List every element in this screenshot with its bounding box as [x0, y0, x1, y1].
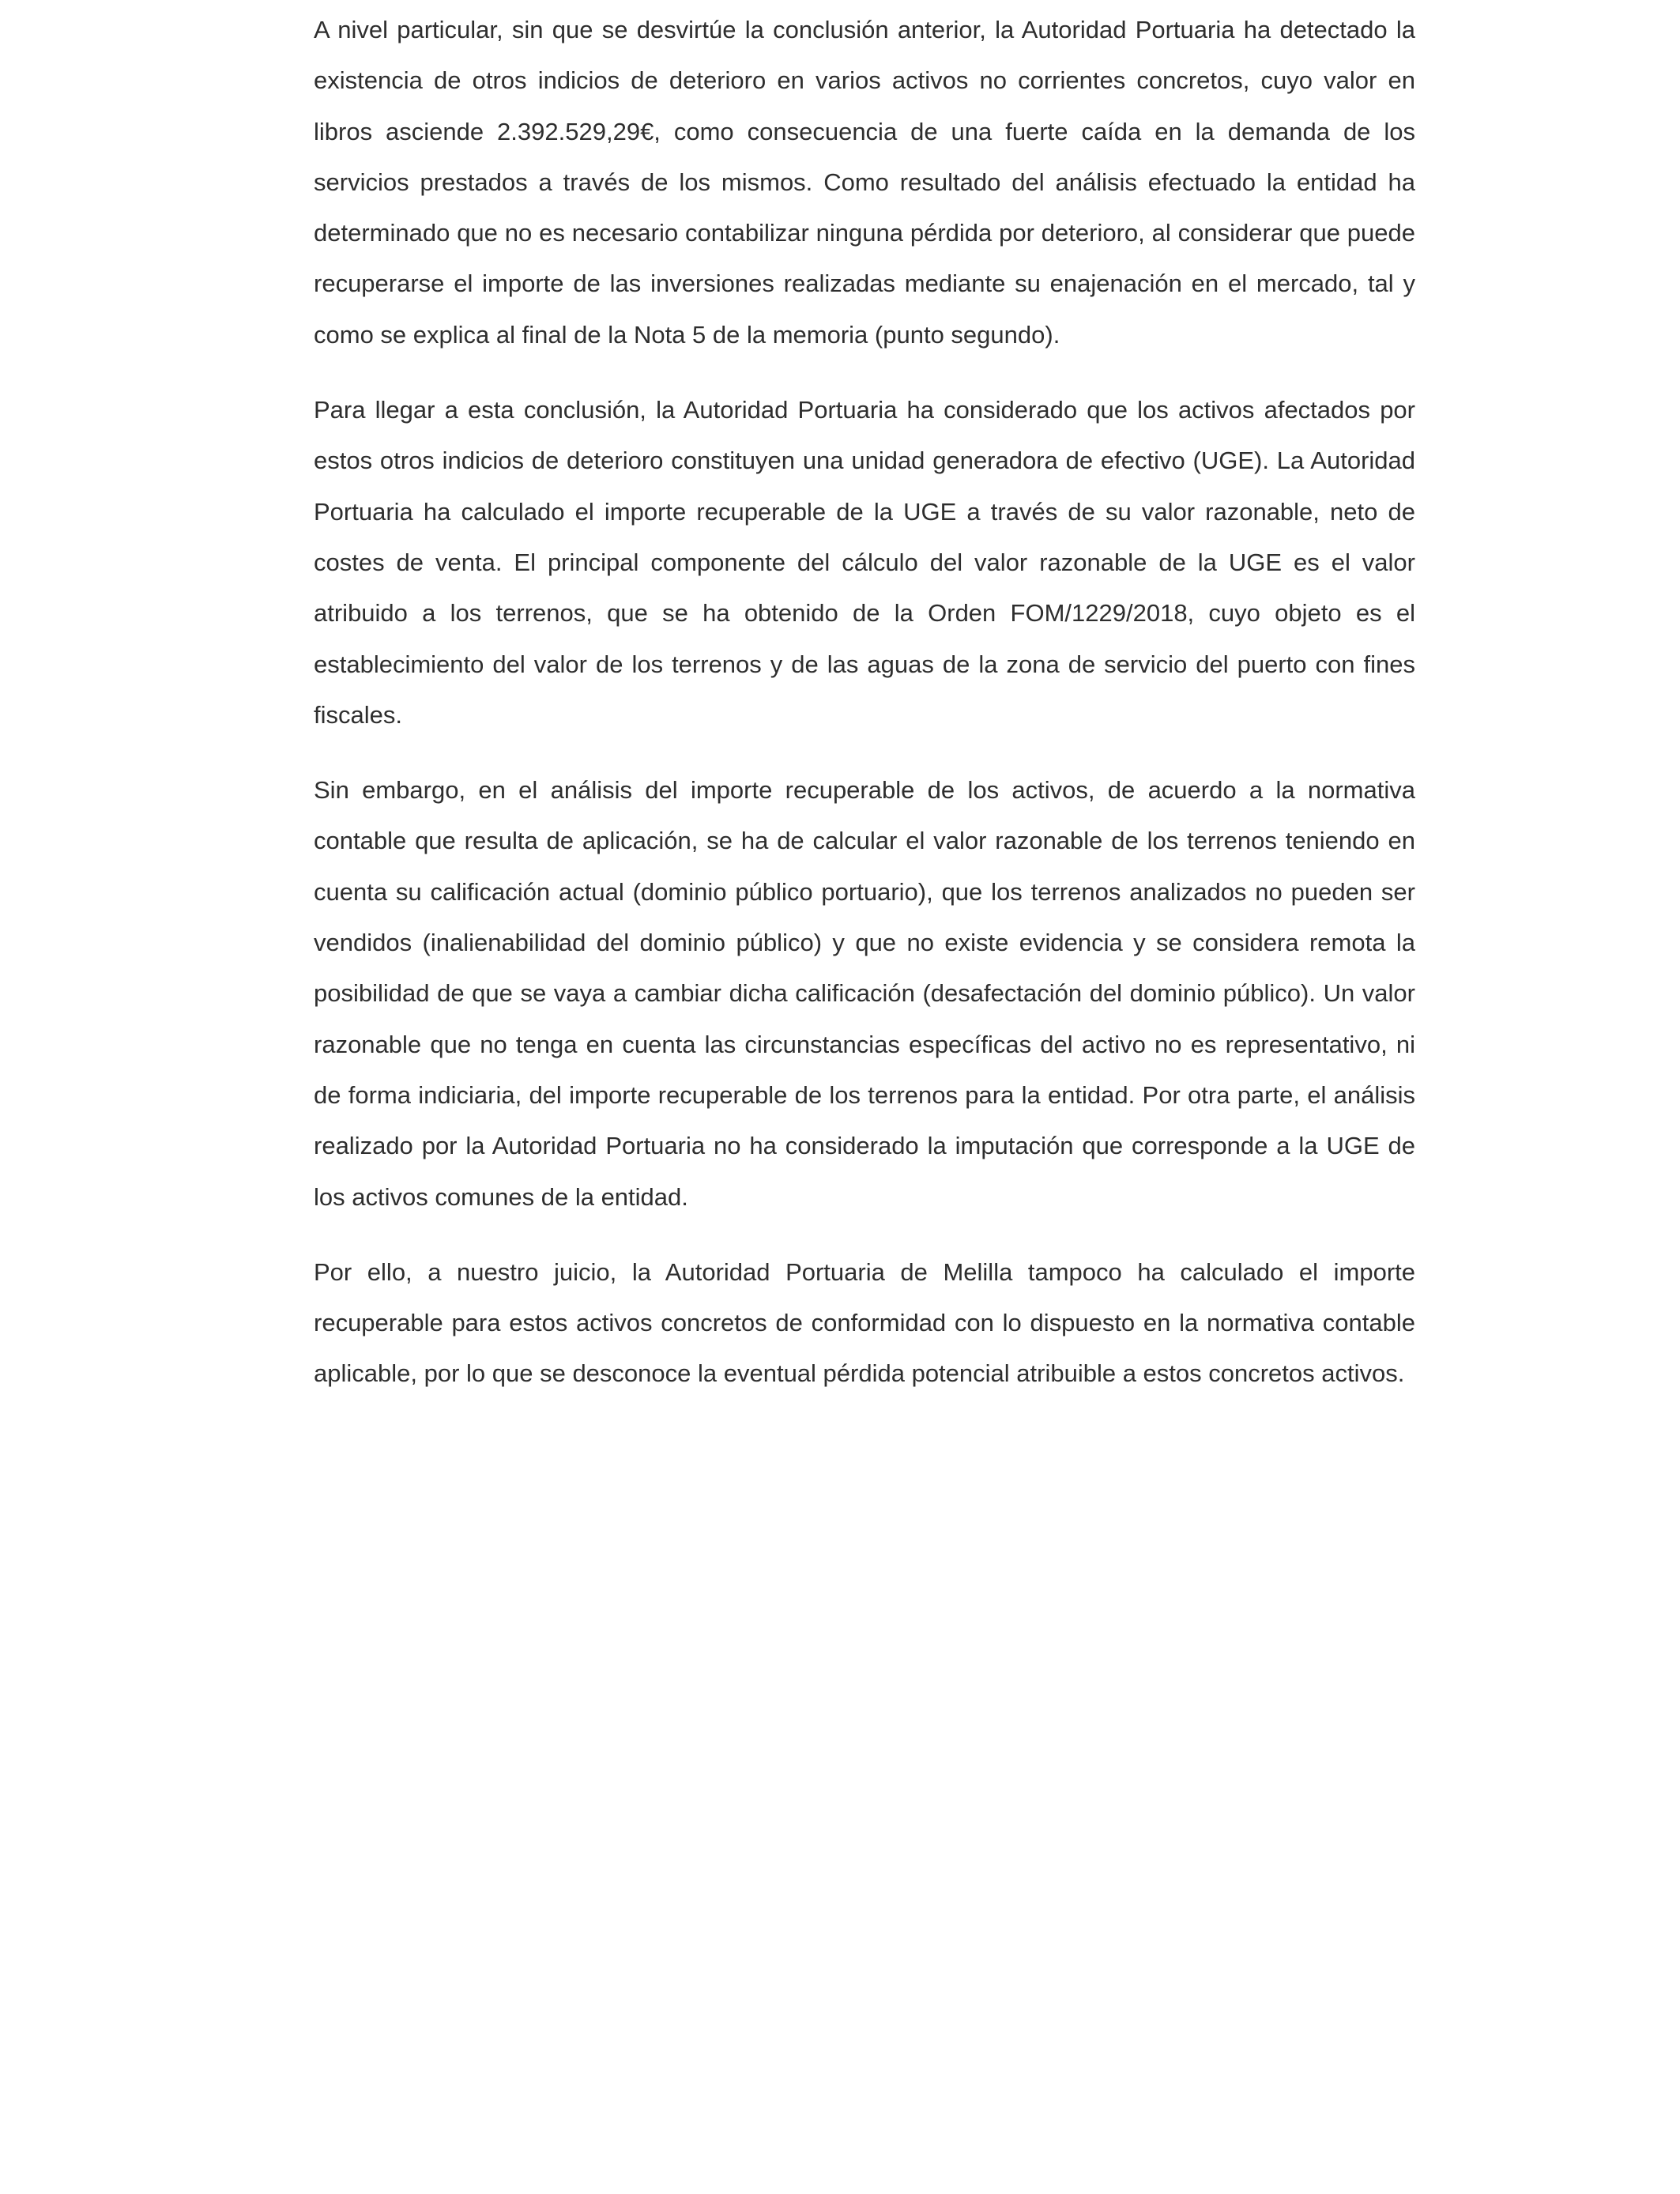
- paragraph-2: Para llegar a esta conclusión, la Autoridad Portuaria ha considerado que los activos afectados por estos otros indicios de deterioro constituyen una unidad generadora de efectivo (UGE). La Autoridad Portuaria ha calculado el importe recuperable de la UGE a través de su valor razonable, neto de costes de venta. El principal componente del cálculo del valor razonable de la UGE es el valor atribuido a los terrenos, que se ha obtenido de la Orden FOM/1229/2018, cuyo objeto es el establecimiento del valor de los terrenos y de las aguas de la zona de servicio del puerto con fines fiscales.: [314, 396, 1415, 729]
- paragraph-1: A nivel particular, sin que se desvirtúe la conclusión anterior, la Autoridad Portuaria ha detectado la existencia de otros indicios de deterioro en varios activos no corrientes concretos, cuyo valor en libros asciende 2.392.529,29€, como consecuencia de una fuerte caída en la demanda de los servicios prestados a través de los mismos. Como resultado del análisis efectuado la entidad ha determinado que no es necesario contabilizar ninguna pérdida por deterioro, al considerar que puede recuperarse el importe de las inversiones realizadas mediante su enajenación en el mercado, tal y como se explica al final de la Nota 5 de la memoria (punto segundo).: [314, 16, 1415, 349]
- paragraph-4: Por ello, a nuestro juicio, la Autoridad Portuaria de Melilla tampoco ha calculado el importe recuperable para estos activos concretos de conformidad con lo dispuesto en la normativa contable aplicable, por lo que se desconoce la eventual pérdida potencial atribuible a estos concretos activos.: [314, 1257, 1415, 1388]
- document-body: [314, 5, 1415, 1424]
- paragraph-3: Sin embargo, en el análisis del importe recuperable de los activos, de acuerdo a la normativa contable que resulta de aplicación, se ha de calcular el valor razonable de los terrenos teniendo en cuenta su calificación actual (dominio público portuario), que los terrenos analizados no pueden ser vendidos (inalienabilidad del dominio público) y que no existe evidencia y se considera remota la posibilidad de que se vaya a cambiar dicha calificación (desafectación del dominio público). Un valor razonable que no tenga en cuenta las circunstancias específicas del activo no es representativo, ni de forma indiciaria, del importe recuperable de los terrenos para la entidad. Por otra parte, el análisis realizado por la Autoridad Portuaria no ha considerado la imputación que corresponde a la UGE de los activos comunes de la entidad.: [314, 776, 1415, 1211]
